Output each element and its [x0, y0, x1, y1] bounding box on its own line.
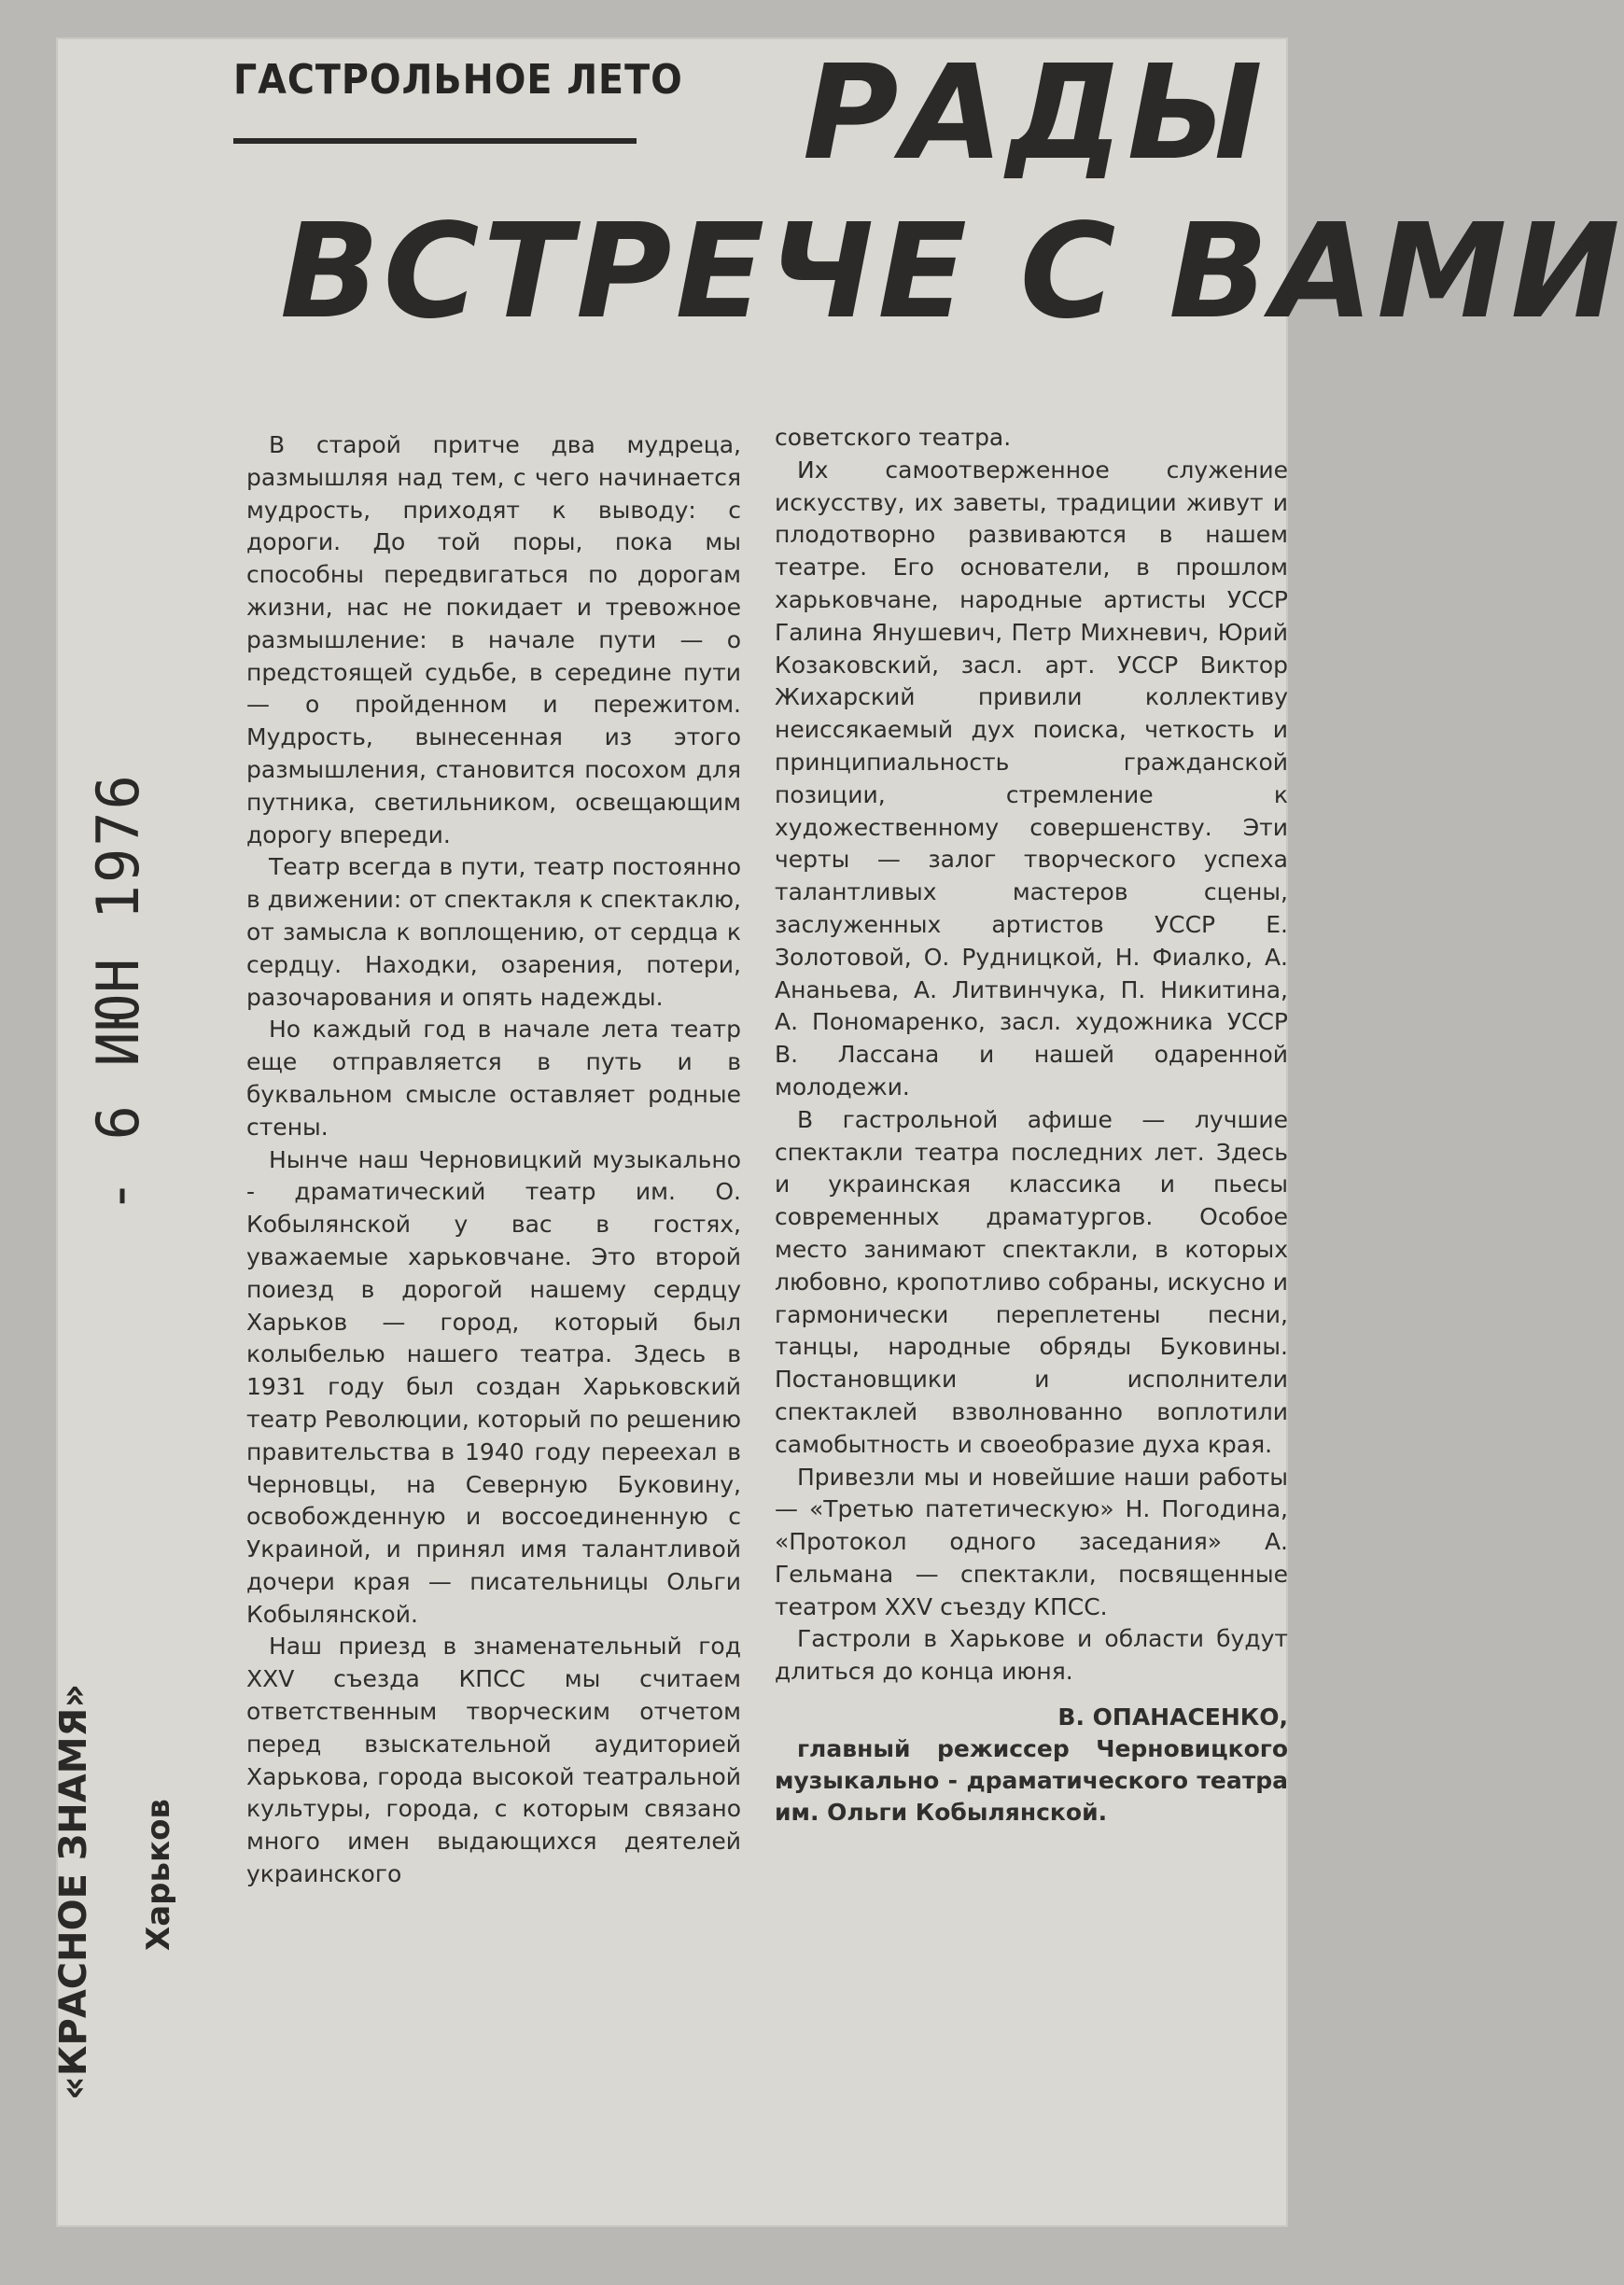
paragraph: Их самоотверженное служение искусству, их заветы, традиции живут и плодотворно развиваются в нашем театре. Его основатели, в прошлом харьковчане, народные артисты УССР Галина Янушевич, Петр Михневич, Юрий Козаковский, засл. арт. УССР Виктор Жихарский привили коллективу неиссякаемый дух поиска, четкость и принципиальность гражданской позиции, стремление к художественному совершенству. Эти черты — залог творческого успеха талантливых мастеров сцены, заслуженных артистов УССР Е. Золотовой, О. Рудницкой, Н. Фиалко, А. Ананьева, А. Литвинчука, П. Никитина, А. Пономаренко, засл. художника УССР В. Лассана и нашей одаренной молодежи.: [775, 456, 1288, 1100]
author-name: В. ОПАНАСЕНКО,: [1057, 1703, 1288, 1731]
paragraph: Нынче наш Черновицкий музыкально - драматический театр им. О. Кобылянской у вас в гостях, уважаемые харьковчане. Это второй поиезд в дорогой нашему сердцу Харьков — город, который был колыбелью нашего театра. Здесь в 1931 году был создан Харьковский театр Революции, который по решению правительства в 1940 году переехал в Черновцы, на Северную Буковину, освобожденную и воссоединенную с Украиной, и принял имя талантливой дочери края — писательницы Ольги Кобылянской.: [246, 1145, 741, 1628]
paragraph: Наш приезд в знаменательный год XXV съезда КПСС мы считаем ответственным творческим отчетом перед взыскательной аудиторией Харькова, города высокой театральной культуры, города, с которым связано много имен выдающихся деятелей украинского: [246, 1633, 741, 1888]
rubric-kicker: ГАСТРОЛЬНОЕ ЛЕТО: [233, 56, 683, 104]
paragraph: Привезли мы и новейшие наши работы — «Третью патетическую» Н. Погодина, «Протокол одного заседания» А. Гельмана — спектакли, посвященные театром XXV съезду КПСС.: [775, 1463, 1288, 1620]
newspaper-name: «КРАСНОЕ ЗНАМЯ»: [52, 1683, 95, 2100]
headline-line-1: РАДЫ: [803, 37, 1267, 189]
headline-line-2: ВСТРЕЧЕ С ВАМИ: [280, 196, 1624, 348]
author-role: главный режиссер Черновицкого музыкально - драматического театра им. Ольги Кобылянской.: [775, 1735, 1288, 1827]
author-signature: [775, 1702, 1288, 1829]
city-name: Харьков: [140, 1799, 177, 1951]
paragraph: советского театра.: [775, 424, 1012, 451]
newspaper-clipping: [56, 37, 1624, 2227]
paragraph: В гастрольной афише — лучшие спектакли театра последних лет. Здесь и украинская классика и пьесы современных драматургов. Особое место занимают спектакли, в которых любовно, кропотливо собраны, искусно и гармонически переплетены песни, танцы, народные обряды Буковины. Постановщики и исполнители спектаклей взволнованно воплотили самобытность и своеобразие духа края.: [775, 1105, 1288, 1458]
article-column-left: [246, 429, 741, 1891]
paragraph: Театр всегда в пути, театр постоянно в движении: от спектакля к спектаклю, от замысла к воплощению, от сердца к сердцу. Находки, озарения, потери, разочарования и опять надежды.: [246, 853, 741, 1011]
paragraph: В старой притче два мудреца, размышляя над тем, с чего начинается мудрость, приходят к выводу: с дороги. До той поры, пока мы способны передвигаться по дорогам жизни, нас не покидает и тревожное размышление: в начале пути — о предстоящей судьбе, в середине пути — о пройденном и пережитом. Мудрость, вынесенная из этого размышления, становится посохом для путника, светильником, освещающим дорогу впереди.: [246, 431, 741, 848]
article-column-right: [775, 422, 1288, 1829]
paragraph: Но каждый год в начале лета театр еще отправляется в путь и в буквальном смысле оставляет родные стены.: [246, 1016, 741, 1141]
paragraph: Гастроли в Харькове и области будут длиться до конца июня.: [775, 1625, 1288, 1686]
date-stamp: - 6 ИЮН 1976: [84, 773, 152, 1213]
kicker-underline: [233, 138, 637, 144]
